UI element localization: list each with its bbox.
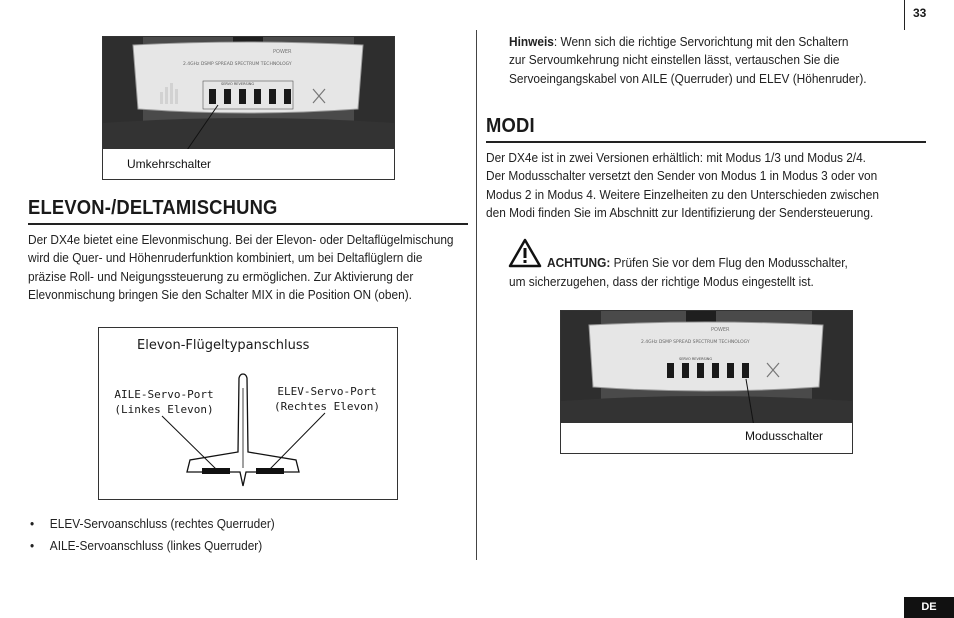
page-number-text: 33 <box>913 6 927 20</box>
warning-icon <box>508 238 542 268</box>
hint-paragraph <box>509 33 923 88</box>
caution-text-2: um sicherzugehen, dass der richtige Modus eingestellt ist. <box>509 274 814 289</box>
transmitter-photo-mode <box>561 311 852 429</box>
paragraph-line: präzise Roll- und Neigungssteuerung zu ermöglichen. Zur Aktivierung der <box>28 268 414 284</box>
figure-mode-switch <box>560 310 853 454</box>
hint-label: Hinweis <box>509 34 554 49</box>
photo-switch-group-2: SERVO REVERSING <box>679 357 713 361</box>
bullet-text: AILE-Servoanschluss (linkes Querruder) <box>49 538 263 553</box>
elev-port-line2: (Rechtes Elevon) <box>274 400 380 413</box>
section-title-elevon: ELEVON-/DELTAMISCHUNG <box>28 197 278 219</box>
hint-line <box>509 33 923 51</box>
paragraph-line: Der Modusschalter versetzt den Sender von Modus 1 in Modus 3 oder von <box>486 168 878 184</box>
section-rule-modi <box>486 141 926 143</box>
hint-text: : Wenn sich die richtige Servorichtung mit den Schaltern <box>553 34 849 49</box>
figure-caption-mode: Modusschalter <box>745 429 824 443</box>
aile-port-line1: AILE-Servo-Port <box>114 388 214 401</box>
photo-brand-2: POWER <box>711 327 730 333</box>
hint-line: Servoeingangskabel von AILE (Querruder) und ELEV (Höhenruder). <box>509 70 867 86</box>
section-rule-elevon <box>28 223 468 225</box>
paragraph-modi <box>486 149 927 222</box>
figure-caption-reverse: Umkehrschalter <box>127 157 212 171</box>
elevon-wiring-diagram <box>98 327 398 500</box>
caution-label: ACHTUNG: <box>547 255 611 270</box>
caution-line1 <box>547 254 925 272</box>
caution-text: Prüfen Sie vor dem Flug den Modusschalter, <box>610 255 848 270</box>
diagram-title: Elevon-Flügeltypanschluss <box>137 338 310 353</box>
elev-port-line1: ELEV-Servo-Port <box>277 385 377 398</box>
transmitter-photo <box>103 37 394 155</box>
photo-band-2: 2.4GHz DSMP SPREAD SPECTRUM TECHNOLOGY <box>641 340 750 345</box>
language-badge: DE <box>904 597 954 618</box>
paragraph-line: wird die Quer- und Höhenruderfunktion kombiniert, um bei Deltaflüglern die <box>28 250 423 266</box>
caution-line2 <box>509 273 923 291</box>
paragraph-line: den Modi finden Sie im Abschnitt zur Identifizierung der Sendersteuerung. <box>486 204 874 220</box>
bullet-item <box>30 538 262 553</box>
bullet-dot: • <box>30 538 35 553</box>
bullet-dot: • <box>30 516 35 531</box>
section-title-modi: MODI <box>486 115 535 137</box>
figure-reverse-switch <box>102 36 395 180</box>
delta-wing-drawing <box>99 328 397 499</box>
column-divider <box>476 30 477 560</box>
paragraph-line: Elevonmischung bringen Sie den Schalter MIX in die Position ON (oben). <box>28 286 412 302</box>
bullet-item <box>30 516 275 531</box>
photo-switch-group: SERVO REVERSING <box>221 82 255 86</box>
paragraph-line: Modus 2 in Modus 4. Weitere Einzelheiten zu den Unterschieden zwischen <box>486 186 879 202</box>
bullet-text: ELEV-Servoanschluss (rechtes Querruder) <box>49 516 275 531</box>
photo-brand: POWER <box>273 49 292 55</box>
photo-band: 2.4GHz DSMP SPREAD SPECTRUM TECHNOLOGY <box>183 62 292 67</box>
aile-port-line2: (Linkes Elevon) <box>114 403 214 416</box>
paragraph-elevon <box>28 231 469 304</box>
paragraph-line: Der DX4e ist in zwei Versionen erhältlich: mit Modus 1/3 und Modus 2/4. <box>486 150 866 165</box>
page-number <box>904 0 954 30</box>
hint-line: zur Servoumkehrung nicht einstellen lässt, vertauschen Sie die <box>509 52 840 68</box>
paragraph-line: Der DX4e bietet eine Elevonmischung. Bei der Elevon- oder Deltaflügelmischung <box>28 232 454 247</box>
